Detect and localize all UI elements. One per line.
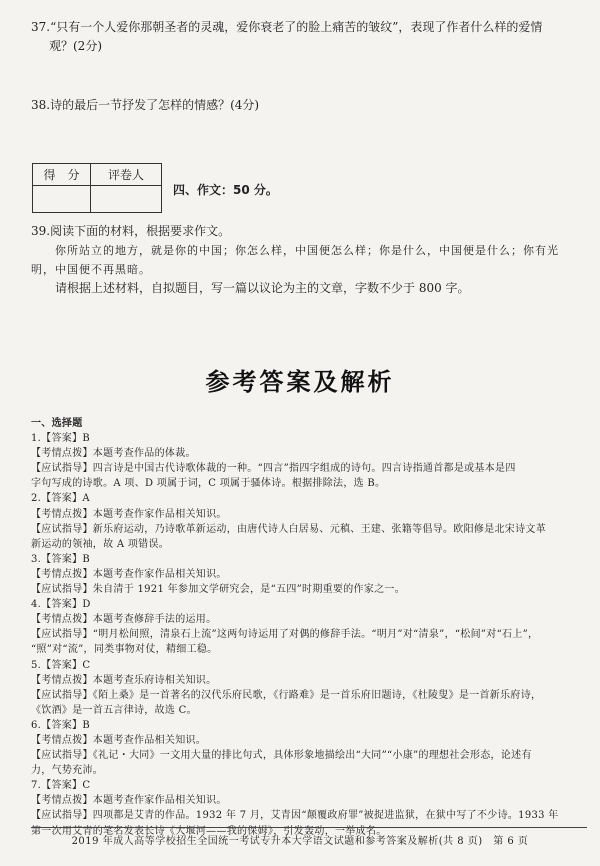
score-cell — [33, 186, 91, 213]
answer-line: 《饮酒》是一首五言律诗，故选 C。 — [31, 704, 197, 716]
answer-line: 【应试指导】《陌上桑》是一首著名的汉代乐府民歌，《行路难》是一首乐府旧题诗，《杜陵叟》是一首新乐府诗， — [31, 689, 542, 701]
answer-line: 【考情点拨】本题考查乐府诗相关知识。 — [31, 674, 217, 686]
score-label: 得 分 — [33, 164, 91, 186]
question-37-line1: 37.“只有一个人爱你那朝圣者的灵魂，爱你衰老了的脸上痛苦的皱纹”，表现了作者什么样的爱情 — [31, 20, 543, 34]
answer-line: 5.【答案】C — [31, 659, 91, 671]
answers-title: 参考答案及解析 — [205, 368, 395, 396]
answer-line: 【应试指导】四言诗是中国古代诗歌体裁的一种。“四言”指四字组成的诗句。四言诗指通首都是或基本是四 — [31, 463, 516, 475]
answer-line: 1.【答案】B — [31, 433, 90, 445]
answer-line: 【应试指导】朱自清于 1921 年参加文学研究会，是“五四”时期重要的作家之一。 — [31, 584, 406, 596]
answer-line: 字句写成的诗歌。A 项、D 项属于词，C 项属于骚体诗。根据排除法，选 B。 — [31, 478, 386, 490]
grader-label: 评卷人 — [91, 164, 162, 186]
question-39-material-1: 你所站立的地方，就是你的中国；你怎么样，中国便怎么样；你是什么，中国便是什么；你有光 — [55, 244, 559, 257]
answer-line: 6.【答案】B — [31, 719, 90, 731]
question-39-requirement: 请根据上述材料，自拟题目，写一篇以议论为主的文章，字数不少于 800 字。 — [55, 281, 470, 295]
answer-line: 3.【答案】B — [31, 553, 90, 565]
answers-section-1-title: 一、选择题 — [31, 418, 83, 429]
answer-line: 【考情点拨】本题考查修辞手法的运用。 — [31, 614, 217, 626]
grader-cell — [91, 186, 162, 213]
answer-line: 【考情点拨】本题考查作品的体裁。 — [31, 448, 196, 460]
section-4-title: 四、作文：50 分。 — [173, 183, 278, 197]
answer-line: 【应试指导】新乐府运动，乃诗歌革新运动，由唐代诗人白居易、元稹、王建、张籍等倡导。欧阳修是北宋诗文革 — [31, 523, 546, 535]
answer-line: 新运动的领袖，故 A 项错误。 — [31, 538, 170, 550]
answer-line: “照”对“流”，同类事物对仗，精细工稳。 — [31, 644, 218, 656]
answer-line: 【考情点拨】本题考查作家作品相关知识。 — [31, 568, 227, 580]
answer-line: 力，气势充沛。 — [31, 765, 104, 777]
answer-line: 4.【答案】D — [31, 599, 91, 611]
answer-line: 【考情点拨】本题考查作品相关知识。 — [31, 734, 207, 746]
footer-divider — [31, 827, 587, 828]
question-39-material-2: 明，中国便不再黑暗。 — [31, 263, 151, 276]
answers-section — [31, 416, 589, 839]
answer-line: 7.【答案】C — [31, 780, 91, 792]
answer-line: 第一次用艾青的笔名发表长诗《大堰河——我的保姆》，引发轰动，一举成名。 — [31, 825, 387, 837]
answer-line: 【应试指导】“明月松间照，清泉石上流”这两句诗运用了对偶的修辞手法。“明月”对“清泉”，“松间”对“石上”， — [31, 629, 539, 641]
question-39-prompt: 39.阅读下面的材料，根据要求作文。 — [31, 224, 231, 238]
answer-line: 【应试指导】《礼记・大同》一文用大量的排比句式，具体形象地描绘出“大同”“小康”的理想社会形态，论述有 — [31, 750, 532, 762]
score-table — [32, 163, 162, 213]
answer-line: 【考情点拨】本题考查作家作品相关知识。 — [31, 508, 227, 520]
question-37-line2: 观？(2分) — [49, 39, 102, 53]
question-38: 38.诗的最后一节抒发了怎样的情感？(4分) — [31, 98, 260, 112]
answer-line: 2.【答案】A — [31, 493, 90, 505]
answer-line: 【应试指导】四项都是艾青的作品。1932 年 7 月，艾青因“颠覆政府罪”被捉进监狱，在狱中写了不少诗。1933 年 — [31, 810, 559, 822]
answer-line: 【考情点拨】本题考查作家作品相关知识。 — [31, 795, 227, 807]
question-39 — [31, 222, 586, 298]
page-footer: 2019 年成人高等学校招生全国统一考试专升本大学语文试题和参考答案及解析(共 8 页) 第 6 页 — [71, 836, 529, 847]
question-37 — [31, 18, 586, 56]
